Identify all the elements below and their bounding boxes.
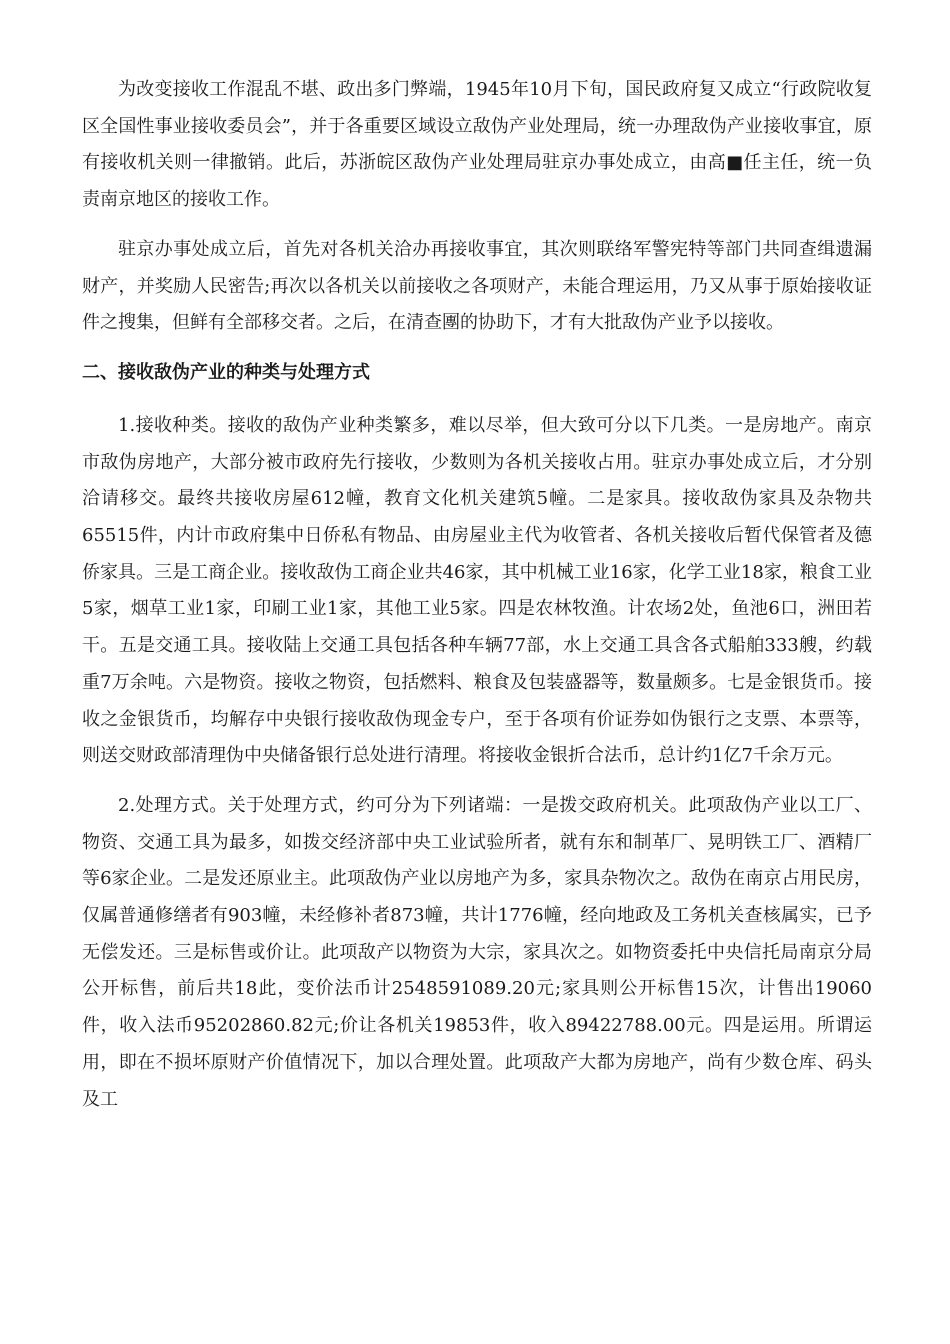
- section-heading: 二、接收敌伪产业的种类与处理方式: [82, 361, 370, 383]
- paragraph-disposal-methods: 2.处理方式。关于处理方式，约可分为下列诸端：一是拨交政府机关。此项敌伪产业以工厂、物资、交通工具为最多，如拨交经济部中央工业试验所者，就有东和制革厂、晃明铁工厂、酒精厂等6家企业。二是发还原业主。此项敌伪产业以房地产为多，家具杂物次之。敌伪在南京占用民房，仅属普通修缮者有903幢，未经修补者873幢，共计1776幢，经向地政及工务机关查核属实，已予无偿发还。三是标售或价让。此项敌产以物资为大宗，家具次之。如物资委托中央信托局南京分局公开标售，前后共18此，变价法币计2548591089.20元;家具则公开标售15次，计售出19060件，收入法币95202860.82元;价让各机关19853件，收入89422788.00元。四是运用。所谓运用，即在不损坏原财产价值情况下，加以合理处置。此项敌产大都为房地产，尚有少数仓库、码头及工: [82, 794, 872, 1110]
- paragraph-reorganization: 为改变接收工作混乱不堪、政出多门弊端，1945年10月下旬，国民政府复又成立“行政院收复区全国性事业接收委员会”，并于各重要区域设立敌伪产业处理局，统一办理敌伪产业接收事宜，原有接收机关则一律撤销。此后，苏浙皖区敌伪产业处理局驻京办事处成立，由高■任主任，统一负责南京地区的接收工作。: [82, 79, 872, 211]
- paragraph-categories: 1.接收种类。接收的敌伪产业种类繁多，难以尽举，但大致可分以下几类。一是房地产。南京市敌伪房地产，大部分被市政府先行接收，少数则为各机关接收占用。驻京办事处成立后，才分别洽请移交。最终共接收房屋612幢，教育文化机关建筑5幢。二是家具。接收敌伪家具及杂物共65515件，内计市政府集中日侨私有物品、由房屋业主代为收管者、各机关接收后暂代保管者及德侨家具。三是工商企业。接收敌伪工商企业共46家，其中机械工业16家，化学工业18家，粮食工业5家，烟草工业1家，印刷工业1家，其他工业5家。四是农林牧渔。计农场2处，鱼池6口，洲田若干。五是交通工具。接收陆上交通工具包括各种车辆77部，水上交通工具含各式船舶333艘，约载重7万余吨。六是物资。接收之物资，包括燃料、粮食及包装盛器等，数量颇多。七是金银货币。接收之金银货币，均解存中央银行接收敌伪现金专户，至于各项有价证券如伪银行之支票、本票等，则送交财政部清理伪中央储备银行总处进行清理。将接收金银折合法币，总计约1亿7千余万元。: [82, 414, 872, 767]
- paragraph-nanjing-office: 驻京办事处成立后，首先对各机关洽办再接收事宜，其次则联络军警宪特等部门共同查缉遗漏财产，并奖励人民密告;再次以各机关以前接收之各项财产，未能合理运用，乃又从事于原始接收证件之搜集，但鲜有全部移交者。之后，在清查團的协助下，才有大批敌伪产业予以接收。: [82, 238, 872, 334]
- document-page: [82, 72, 872, 1131]
